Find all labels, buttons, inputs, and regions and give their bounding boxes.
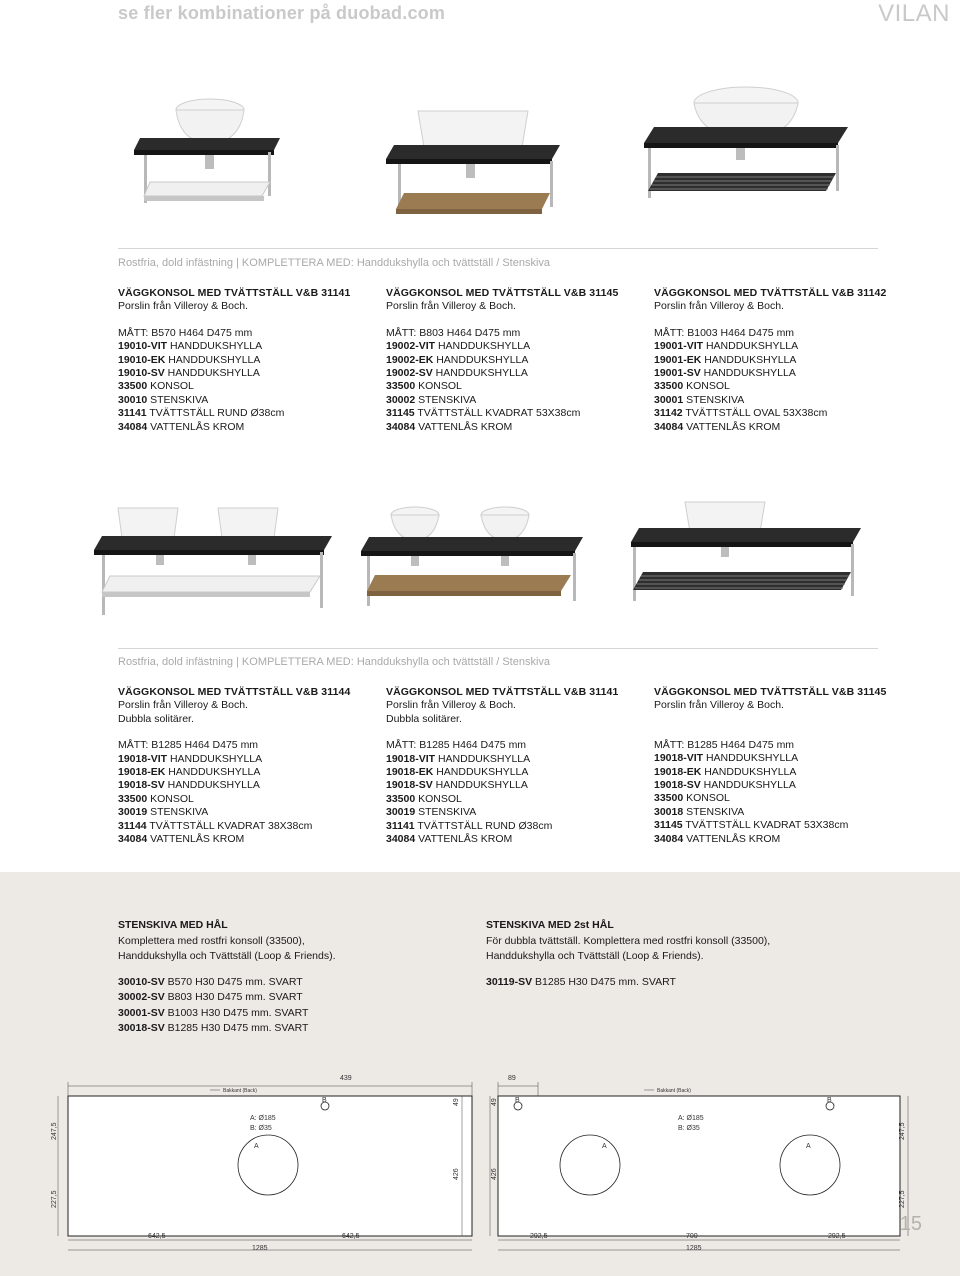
product-title: VÄGGKONSOL MED TVÄTTSTÄLL V&B 31145 [654,686,887,698]
dim-642-right: 642,5 [342,1233,360,1240]
product-dimensions: MÅTT: B1285 H464 D475 mm [386,739,527,752]
dim-426: 426 [491,1168,498,1180]
product-image-31144 [88,488,338,623]
product-subtitle-2: Dubbla solitärer. [118,712,194,725]
divider [118,648,878,649]
bakkant-label: Bakkant (Back) [657,1088,691,1094]
list-item: 30018-SV B1285 H30 D475 mm. SVART [118,1022,309,1034]
product-image-31145 [380,95,570,225]
list-item: 31145 TVÄTTSTÄLL KVADRAT 53X38cm [386,407,581,420]
list-item: 19010-EK HANDDUKSHYLLA [118,353,261,366]
product-dimensions: MÅTT: B1285 H464 D475 mm [654,738,795,751]
list-item: 34084 VATTENLÅS KROM [118,833,245,846]
dim-247: 247,5 [899,1122,906,1140]
dim-1285: 1285 [686,1245,702,1252]
product-block-6 [654,686,904,846]
product-block-2 [386,287,636,434]
list-item: 19010-VIT HANDDUKSHYLLA [118,340,263,353]
list-item: 33500 KONSOL [654,380,730,393]
label-a-1: A [602,1143,607,1150]
list-item: 31144 TVÄTTSTÄLL KVADRAT 38X38cm [118,819,313,832]
list-item: 30001-SV B1003 H30 D475 mm. SVART [118,1006,309,1019]
label-b: B [322,1097,327,1104]
product-block-3 [654,287,904,434]
list-item: 33500 KONSOL [118,792,194,805]
legend-a: A: Ø185 [250,1115,276,1122]
product-subtitle: Porslin från Villeroy & Boch. [118,699,248,712]
list-item: 30119-SV B1285 H30 D475 mm. SVART [486,975,676,988]
product-image-31142 [640,75,855,205]
label-a: A [254,1143,259,1150]
product-dimensions: MÅTT: B1003 H464 D475 mm [654,326,795,339]
stenskiva-desc: Handdukshylla och Tvättställ (Loop & Friends). [486,950,704,962]
list-item: 19001-EK HANDDUKSHYLLA [654,353,797,366]
list-item: 34084 VATTENLÅS KROM [118,420,245,433]
list-item: 33500 KONSOL [386,380,462,393]
label-b-2: B [827,1097,832,1104]
product-subtitle: Porslin från Villeroy & Boch. [654,300,784,313]
technical-drawing-single [40,1068,480,1268]
stenskiva-desc: För dubbla tvättställ. Komplettera med rostfri konsoll (33500), [486,934,771,947]
legend-a: A: Ø185 [678,1115,704,1122]
dim-89: 89 [508,1075,516,1082]
product-dimensions: MÅTT: B570 H464 D475 mm [118,326,253,339]
product-subtitle-2: Dubbla solitärer. [386,712,462,725]
product-block-4 [118,686,368,846]
section-caption: Rostfria, dold infästning | KOMPLETTERA MED: Handdukshylla och tvättställ / Stenskiva [118,656,551,668]
product-subtitle: Porslin från Villeroy & Boch. [386,699,516,712]
product-dimensions: MÅTT: B803 H464 D475 mm [386,326,521,339]
divider [118,248,878,249]
dim-292-right: 292,5 [828,1233,846,1240]
section-caption: Rostfria, dold infästning | KOMPLETTERA MED: Handdukshylla och tvättställ / Stenskiva [118,257,551,269]
dim-227: 227,5 [899,1190,906,1208]
list-item: 30010-SV B570 H30 D475 mm. SVART [118,975,303,988]
list-item: 19018-SV HANDDUKSHYLLA [118,779,260,792]
product-dimensions: MÅTT: B1285 H464 D475 mm [118,739,259,752]
stenskiva-2st-block [486,918,866,990]
list-item: 19018-EK HANDDUKSHYLLA [386,766,529,779]
list-item: 31145 TVÄTTSTÄLL KVADRAT 53X38cm [654,819,849,832]
list-item: 30001 STENSKIVA [654,393,745,406]
dim-439: 439 [340,1075,352,1082]
product-subtitle: Porslin från Villeroy & Boch. [386,300,516,313]
dim-426: 426 [453,1168,460,1180]
list-item: 33500 KONSOL [386,792,462,805]
list-item: 19018-SV HANDDUKSHYLLA [386,779,528,792]
list-item: 34084 VATTENLÅS KROM [654,420,781,433]
product-subtitle: Porslin från Villeroy & Boch. [654,699,784,712]
stenskiva-hal-block [118,918,458,1037]
stenskiva-desc: Handdukshylla och Tvättställ (Loop & Friends). [118,950,336,962]
list-item: 19018-VIT HANDDUKSHYLLA [654,752,799,765]
list-item: 34084 VATTENLÅS KROM [654,832,781,845]
list-item: 19018-VIT HANDDUKSHYLLA [386,752,531,765]
list-item: 31141 TVÄTTSTÄLL RUND Ø38cm [386,819,553,832]
list-item: 19001-VIT HANDDUKSHYLLA [654,340,799,353]
dim-292-left: 292,5 [530,1233,548,1240]
page-number: 15 [899,1213,922,1235]
list-item: 30019 STENSKIVA [386,806,477,819]
list-item: 33500 KONSOL [118,380,194,393]
list-item: 19002-EK HANDDUKSHYLLA [386,353,529,366]
dim-247: 247,5 [51,1122,58,1140]
list-item: 30019 STENSKIVA [118,806,209,819]
product-title: VÄGGKONSOL MED TVÄTTSTÄLL V&B 31141 [386,686,619,698]
list-item: 34084 VATTENLÅS KROM [386,833,513,846]
label-b-1: B [515,1097,520,1104]
legend-b: B: Ø35 [250,1125,272,1132]
dim-49: 49 [453,1098,460,1106]
list-item: 34084 VATTENLÅS KROM [386,420,513,433]
product-title: VÄGGKONSOL MED TVÄTTSTÄLL V&B 31145 [386,287,619,299]
bakkant-label: Bakkant (Back) [223,1088,257,1094]
product-title: VÄGGKONSOL MED TVÄTTSTÄLL V&B 31141 [118,287,351,299]
dim-1285: 1285 [252,1245,268,1252]
list-item: 19018-VIT HANDDUKSHYLLA [118,752,263,765]
list-item: 19018-SV HANDDUKSHYLLA [654,779,796,792]
product-block-5 [386,686,636,846]
stenskiva-desc: Komplettera med rostfri konsoll (33500), [118,934,305,947]
list-item: 31141 TVÄTTSTÄLL RUND Ø38cm [118,407,285,420]
list-item: 19018-EK HANDDUKSHYLLA [654,765,797,778]
product-title: VÄGGKONSOL MED TVÄTTSTÄLL V&B 31142 [654,287,887,299]
series-title: VILAN [878,0,950,27]
technical-drawing-double [478,1068,918,1268]
list-item: 30002-SV B803 H30 D475 mm. SVART [118,991,303,1003]
website-link[interactable]: se fler kombinationer på duobad.com [118,3,446,23]
stenskiva-title: STENSKIVA MED 2st HÅL [486,919,614,931]
list-item: 30010 STENSKIVA [118,393,209,406]
product-block-1 [118,287,368,434]
label-a-2: A [806,1143,811,1150]
list-item: 19001-SV HANDDUKSHYLLA [654,367,796,380]
product-image-31141-double [355,495,590,620]
legend-b: B: Ø35 [678,1125,700,1132]
dim-642-left: 642,5 [148,1233,166,1240]
list-item: 31142 TVÄTTSTÄLL OVAL 53X38cm [654,407,828,420]
product-subtitle: Porslin från Villeroy & Boch. [118,300,248,313]
list-item: 30002 STENSKIVA [386,393,477,406]
list-item: 30018 STENSKIVA [654,805,745,818]
list-item: 19010-SV HANDDUKSHYLLA [118,367,260,380]
product-image-31145-double [625,488,865,613]
list-item: 33500 KONSOL [654,792,730,805]
list-item: 19018-EK HANDDUKSHYLLA [118,766,261,779]
dim-49: 49 [491,1098,498,1106]
product-title: VÄGGKONSOL MED TVÄTTSTÄLL V&B 31144 [118,686,351,698]
product-image-31141 [130,70,290,210]
stenskiva-title: STENSKIVA MED HÅL [118,919,228,931]
list-item: 19002-VIT HANDDUKSHYLLA [386,340,531,353]
dim-700: 700 [686,1233,698,1240]
list-item: 19002-SV HANDDUKSHYLLA [386,367,528,380]
dim-227: 227,5 [51,1190,58,1208]
